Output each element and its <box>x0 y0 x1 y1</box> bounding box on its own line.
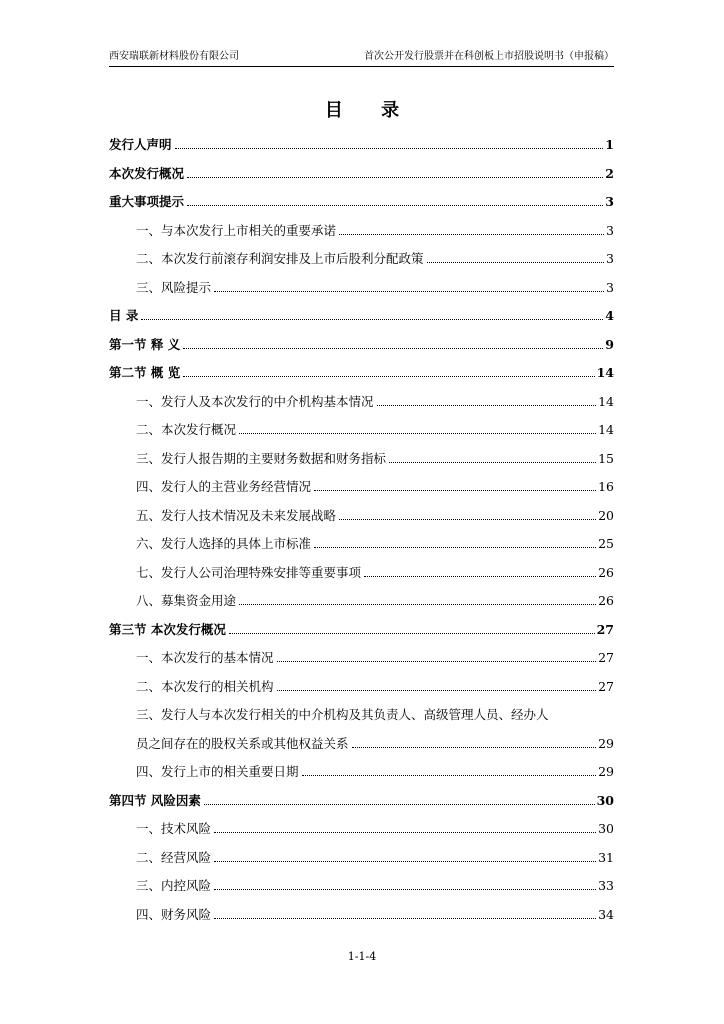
toc-entry-label: 一、发行人及本次发行的中介机构基本情况 <box>136 393 374 409</box>
toc-entry-page: 14 <box>598 393 614 409</box>
toc-dot-leader <box>214 832 596 833</box>
toc-entry-page: 27 <box>596 621 614 637</box>
toc-entry-label: 二、本次发行概况 <box>136 422 237 437</box>
toc-entry[interactable] <box>109 673 614 702</box>
toc-entry-page: 14 <box>598 422 614 437</box>
toc-entry[interactable] <box>109 844 614 873</box>
toc-entry-label: 本次发行概况 <box>109 165 185 181</box>
toc-entry[interactable] <box>109 730 614 759</box>
toc-entry-label: 一、技术风险 <box>136 821 212 836</box>
toc-entry-page: 27 <box>598 678 614 694</box>
toc-entry[interactable] <box>109 302 614 331</box>
page-number: 1-1-4 <box>347 950 377 963</box>
toc-entry-page: 3 <box>606 279 614 295</box>
toc-entry[interactable] <box>109 787 614 816</box>
toc-entry-page: 29 <box>598 764 614 779</box>
toc-entry-page: 27 <box>598 650 614 665</box>
toc-entry-page: 29 <box>598 735 614 751</box>
toc-entry-label: 第二节 概 览 <box>109 365 181 380</box>
toc-entry[interactable] <box>109 872 614 901</box>
toc-entry[interactable] <box>109 274 614 303</box>
toc-entry[interactable] <box>109 701 614 730</box>
toc-entry-page: 30 <box>596 792 614 808</box>
toc-entry-page: 34 <box>598 906 614 922</box>
toc-entry[interactable] <box>109 388 614 417</box>
toc-dot-leader <box>214 861 596 862</box>
toc-dot-leader <box>141 319 603 320</box>
toc-title: 目 录 <box>324 100 416 121</box>
toc-entry-page: 1 <box>605 137 614 152</box>
toc-dot-leader <box>187 177 603 178</box>
toc-entry-page: 25 <box>598 536 614 551</box>
toc-dot-leader <box>314 547 596 548</box>
toc-entry-label: 第三节 本次发行概况 <box>109 621 226 637</box>
toc-entry-page: 30 <box>598 821 614 836</box>
toc-entry-page: 33 <box>598 878 614 893</box>
table-of-contents <box>109 131 614 929</box>
toc-entry-page: 26 <box>598 593 614 608</box>
toc-entry-label: 第一节 释 义 <box>109 336 181 352</box>
toc-entry[interactable] <box>109 530 614 559</box>
toc-entry-label: 发行人声明 <box>109 137 172 152</box>
header-document-title: 首次公开发行股票并在科创板上市招股说明书（申报稿） <box>364 51 614 62</box>
toc-entry-label: 八、募集资金用途 <box>136 593 237 608</box>
toc-entry[interactable] <box>109 815 614 844</box>
toc-dot-leader <box>204 804 595 805</box>
toc-entry-label: 第四节 风险因素 <box>109 792 201 808</box>
toc-entry-page: 15 <box>598 450 614 466</box>
toc-entry[interactable] <box>109 359 614 388</box>
toc-entry-page: 3 <box>606 251 614 266</box>
toc-entry[interactable] <box>109 245 614 274</box>
toc-entry-label: 三、内控风险 <box>136 878 212 893</box>
toc-dot-leader <box>352 747 597 748</box>
toc-entry[interactable] <box>109 901 614 930</box>
toc-entry-label: 六、发行人选择的具体上市标准 <box>136 536 312 551</box>
toc-entry[interactable] <box>109 473 614 502</box>
toc-entry[interactable] <box>109 644 614 673</box>
toc-entry-label: 三、发行人与本次发行相关的中介机构及其负责人、高级管理人员、经办人 <box>136 707 549 722</box>
toc-dot-leader <box>364 576 596 577</box>
toc-dot-leader <box>187 205 603 206</box>
toc-dot-leader <box>183 376 594 377</box>
page-header <box>109 50 614 67</box>
toc-entry[interactable] <box>109 758 614 787</box>
toc-entry-label: 四、发行人的主营业务经营情况 <box>136 479 312 494</box>
toc-dot-leader <box>339 519 596 520</box>
toc-entry-page: 31 <box>598 849 614 865</box>
toc-dot-leader <box>339 234 604 235</box>
toc-entry-page: 2 <box>605 165 614 181</box>
toc-dot-leader <box>175 148 604 149</box>
toc-entry-label: 二、经营风险 <box>136 849 212 865</box>
toc-dot-leader <box>229 633 595 634</box>
toc-entry-label: 四、发行上市的相关重要日期 <box>136 764 299 779</box>
toc-entry-label: 五、发行人技术情况及未来发展战略 <box>136 507 337 523</box>
toc-dot-leader <box>239 604 596 605</box>
toc-entry-page: 4 <box>605 308 614 323</box>
toc-entry-page: 3 <box>606 222 614 238</box>
toc-entry-label: 一、与本次发行上市相关的重要承诺 <box>136 222 337 238</box>
toc-entry-label: 七、发行人公司治理特殊安排等重要事项 <box>136 564 362 580</box>
toc-dot-leader <box>183 348 603 349</box>
toc-entry-page: 26 <box>598 564 614 580</box>
toc-entry-label: 重大事项提示 <box>109 194 185 209</box>
toc-entry-label: 员之间存在的股权关系或其他权益关系 <box>136 735 349 751</box>
toc-entry[interactable] <box>109 587 614 616</box>
toc-entry[interactable] <box>109 445 614 474</box>
toc-entry[interactable] <box>109 502 614 531</box>
toc-dot-leader <box>277 661 597 662</box>
toc-entry[interactable] <box>109 131 614 160</box>
toc-entry[interactable] <box>109 616 614 645</box>
toc-entry[interactable] <box>109 188 614 217</box>
toc-entry-label: 二、本次发行的相关机构 <box>136 678 274 694</box>
toc-entry[interactable] <box>109 416 614 445</box>
toc-dot-leader <box>377 405 597 406</box>
toc-entry-page: 14 <box>596 365 614 380</box>
toc-entry[interactable] <box>109 160 614 189</box>
toc-dot-leader <box>389 462 596 463</box>
toc-entry-label: 三、发行人报告期的主要财务数据和财务指标 <box>136 450 387 466</box>
toc-entry[interactable] <box>109 331 614 360</box>
toc-dot-leader <box>277 690 597 691</box>
toc-entry-page: 20 <box>598 507 614 523</box>
toc-entry-label: 三、风险提示 <box>136 279 212 295</box>
toc-dot-leader <box>239 433 596 434</box>
toc-entry-label: 四、财务风险 <box>136 906 212 922</box>
toc-entry[interactable] <box>109 217 614 246</box>
toc-dot-leader <box>214 918 596 919</box>
toc-entry-page: 9 <box>605 336 614 352</box>
toc-entry-page: 16 <box>598 479 614 494</box>
toc-dot-leader <box>314 490 596 491</box>
toc-entry-label: 二、本次发行前滚存利润安排及上市后股利分配政策 <box>136 251 424 266</box>
toc-entry[interactable] <box>109 559 614 588</box>
toc-dot-leader <box>302 775 597 776</box>
header-company: 西安瑞联新材料股份有限公司 <box>109 51 239 62</box>
toc-entry-label: 目 录 <box>109 308 139 323</box>
toc-entry-page: 3 <box>605 194 614 209</box>
toc-entry-label: 一、本次发行的基本情况 <box>136 650 274 665</box>
toc-dot-leader <box>214 889 596 890</box>
toc-dot-leader <box>214 291 604 292</box>
toc-dot-leader <box>427 262 605 263</box>
